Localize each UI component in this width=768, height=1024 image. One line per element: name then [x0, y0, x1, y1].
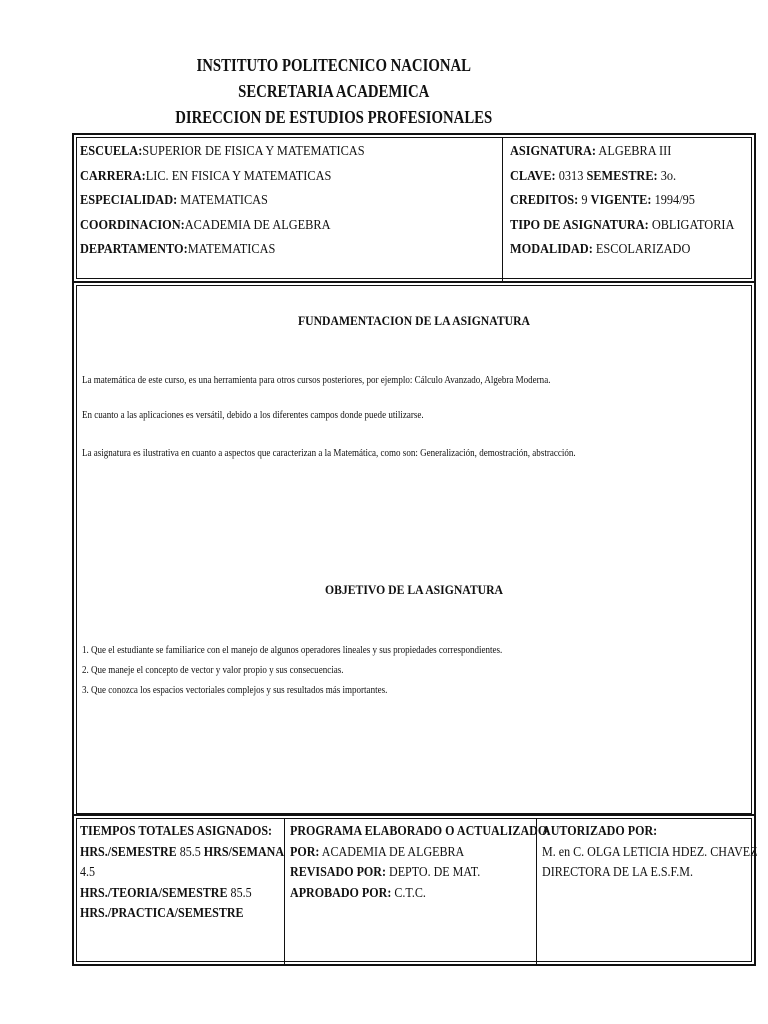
asignatura-row: [510, 140, 734, 165]
escuela-value: SUPERIOR DE FISICA Y MATEMATICAS: [142, 144, 365, 159]
creditos-value: 9: [578, 193, 591, 208]
coordinacion-row: [80, 214, 365, 239]
revisado-label: REVISADO POR:: [290, 865, 386, 880]
escuela-row: [80, 140, 365, 165]
fundamentacion-paragraph-3: La asignatura es ilustrativa en cuanto a aspectos que caracterizan a la Matemática, como son: Generalización, demostración, abstracción.: [82, 447, 576, 459]
modalidad-label: MODALIDAD:: [510, 242, 593, 257]
autorizado-name: M. en C. OLGA LETICIA HDEZ. CHAVEZ: [542, 844, 758, 860]
programa-heading: PROGRAMA ELABORADO O ACTUALIZADO: [290, 824, 548, 839]
tiempos-heading: TIEMPOS TOTALES ASIGNADOS:: [80, 824, 273, 839]
aprobado-label: APROBADO POR:: [290, 885, 392, 901]
coordinacion-value: ACADEMIA DE ALGEBRA: [184, 217, 331, 233]
fundamentacion-paragraph-1: La matemática de este curso, es una herramienta para otros cursos posteriores, por ejemplo: Cálculo Avanzado, Algebra Moderna.: [82, 374, 551, 386]
practica-label: HRS./PRACTICA/SEMESTRE: [80, 906, 244, 921]
semestre-label: SEMESTRE:: [586, 168, 658, 184]
tiempos-column: [80, 822, 284, 925]
objetivo-item: 3. Que conozca los espacios vectoriales complejos y sus resultados más importantes.: [82, 684, 388, 696]
objetivo-item: 2. Que maneje el concepto de vector y valor propio y sus consecuencias.: [82, 664, 344, 676]
objetivo-item: 1. Que el estudiante se familiarice con el manejo de algunos operadores lineales y sus propiedades correspondientes.: [82, 644, 503, 656]
teoria-value: 85.5: [227, 885, 252, 901]
departamento-value: MATEMATICAS: [187, 242, 276, 257]
fundamentacion-paragraph-2: En cuanto a las aplicaciones es versátil, debido a los diferentes campos donde puede utilizarse.: [82, 409, 424, 421]
title-line-3: DIRECCION DE ESTUDIOS PROFESIONALES: [175, 107, 493, 127]
tipo-value: OBLIGATORIA: [648, 217, 735, 233]
body-inner-frame: [76, 285, 752, 814]
teoria-label: HRS./TEORIA/SEMESTRE: [80, 885, 228, 901]
hrs-semestre-value: 85.5: [176, 844, 204, 860]
vigente-label: VIGENTE:: [590, 193, 652, 208]
modalidad-value: ESCOLARIZADO: [592, 242, 691, 257]
departamento-row: [80, 238, 365, 263]
aprobado-value: C.T.C.: [391, 885, 426, 901]
coordinacion-label: COORDINACION:: [80, 217, 185, 233]
body-box: [72, 283, 756, 816]
asignatura-label: ASIGNATURA:: [510, 144, 597, 159]
carrera-value: LIC. EN FISICA Y MATEMATICAS: [145, 168, 332, 184]
carrera-row: [80, 165, 365, 190]
autorizado-heading: AUTORIZADO POR:: [542, 824, 658, 839]
objetivo-heading: OBJETIVO DE LA ASIGNATURA: [324, 582, 504, 597]
vigente-value: 1994/95: [651, 193, 695, 208]
fundamentacion-heading: FUNDAMENTACION DE LA ASIGNATURA: [298, 313, 530, 328]
modalidad-row: [510, 238, 734, 263]
document-title: [0, 52, 667, 130]
title-line-2: SECRETARIA ACADEMICA: [238, 81, 430, 101]
especialidad-value: MATEMATICAS: [177, 193, 268, 208]
programa-column: [290, 822, 547, 904]
clave-label: CLAVE:: [510, 168, 556, 184]
escuela-label: ESCUELA:: [80, 144, 143, 159]
autorizado-column: [542, 822, 757, 884]
hrs-semana-value: 4.5: [80, 865, 96, 880]
clave-value: 0313: [555, 168, 587, 184]
carrera-label: CARRERA:: [80, 168, 146, 184]
especialidad-label: ESPECIALIDAD:: [80, 193, 178, 208]
header-left-column: [80, 140, 403, 263]
departamento-label: DEPARTAMENTO:: [80, 242, 188, 257]
asignatura-value: ALGEBRA III: [596, 144, 672, 159]
header-box: [72, 133, 756, 283]
clave-row: [510, 165, 734, 190]
por-label: POR:: [290, 844, 320, 860]
footer-box: [72, 814, 756, 966]
creditos-label: CREDITOS:: [510, 193, 579, 208]
title-line-1: INSTITUTO POLITECNICO NACIONAL: [196, 55, 471, 75]
tipo-label: TIPO DE ASIGNATURA:: [510, 217, 649, 233]
footer-divider-1: [284, 818, 285, 964]
revisado-value: DEPTO. DE MAT.: [385, 865, 481, 880]
por-value: ACADEMIA DE ALGEBRA: [319, 844, 465, 860]
objetivo-list: [82, 640, 502, 700]
tipo-row: [510, 214, 734, 239]
hrs-semestre-label: HRS./SEMESTRE: [80, 844, 177, 860]
autorizado-role: DIRECTORA DE LA E.S.F.M.: [542, 865, 694, 880]
especialidad-row: [80, 189, 365, 214]
semestre-value: 3o.: [657, 168, 677, 184]
header-divider: [502, 137, 503, 281]
header-right-column: [510, 140, 765, 263]
hrs-semana-label: HRS/SEMANA: [203, 844, 285, 860]
creditos-row: [510, 189, 734, 214]
